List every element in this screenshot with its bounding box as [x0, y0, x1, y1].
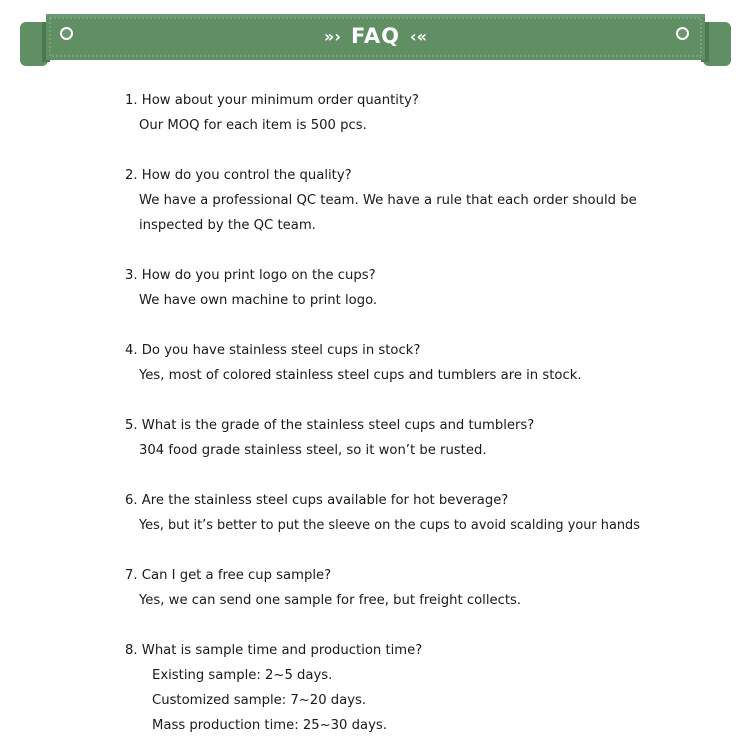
- faq-question: 7. Can I get a free cup sample?: [125, 568, 332, 583]
- faq-question: 8. What is sample time and production time?: [125, 643, 423, 658]
- faq-answer: 304 food grade stainless steel, so it won’t be rusted.: [139, 443, 487, 458]
- faq-answer: Yes, but it’s better to put the sleeve on the cups to avoid scalding your hands: [139, 518, 640, 533]
- faq-question: 5. What is the grade of the stainless steel cups and tumblers?: [125, 418, 535, 433]
- faq-question: 1. How about your minimum order quantity?: [125, 93, 419, 108]
- faq-item-2: [125, 163, 725, 238]
- faq-item-6: [125, 488, 725, 538]
- faq-item-3: [125, 263, 725, 313]
- faq-item-7: [125, 563, 725, 613]
- banner-title-group: [20, 20, 731, 52]
- faq-question: 2. How do you control the quality?: [125, 168, 352, 183]
- faq-answer: Mass production time: 25~30 days.: [152, 718, 387, 733]
- faq-question: 3. How do you print logo on the cups?: [125, 268, 376, 283]
- double-chevron-left-icon: ‹«: [410, 26, 427, 46]
- faq-answer: We have own machine to print logo.: [139, 293, 378, 308]
- faq-answer: Our MOQ for each item is 500 pcs.: [139, 118, 367, 133]
- faq-item-4: [125, 338, 725, 388]
- faq-answer: Customized sample: 7~20 days.: [152, 693, 367, 708]
- faq-answer: We have a professional QC team. We have a rule that each order should be inspected by the QC team.: [139, 193, 637, 233]
- faq-answer: Yes, we can send one sample for free, but freight collects.: [139, 593, 522, 608]
- page-title: FAQ: [350, 24, 401, 48]
- double-chevron-right-icon: »›: [324, 26, 341, 46]
- faq-item-8: [125, 638, 725, 738]
- faq-list: [125, 88, 725, 738]
- faq-question: 6. Are the stainless steel cups available for hot beverage?: [125, 493, 509, 508]
- faq-banner: [20, 14, 731, 66]
- faq-answer: Yes, most of colored stainless steel cups and tumblers are in stock.: [139, 368, 582, 383]
- faq-answer: Existing sample: 2~5 days.: [152, 668, 333, 683]
- faq-item-1: [125, 88, 725, 138]
- faq-question: 4. Do you have stainless steel cups in stock?: [125, 343, 421, 358]
- faq-item-5: [125, 413, 725, 463]
